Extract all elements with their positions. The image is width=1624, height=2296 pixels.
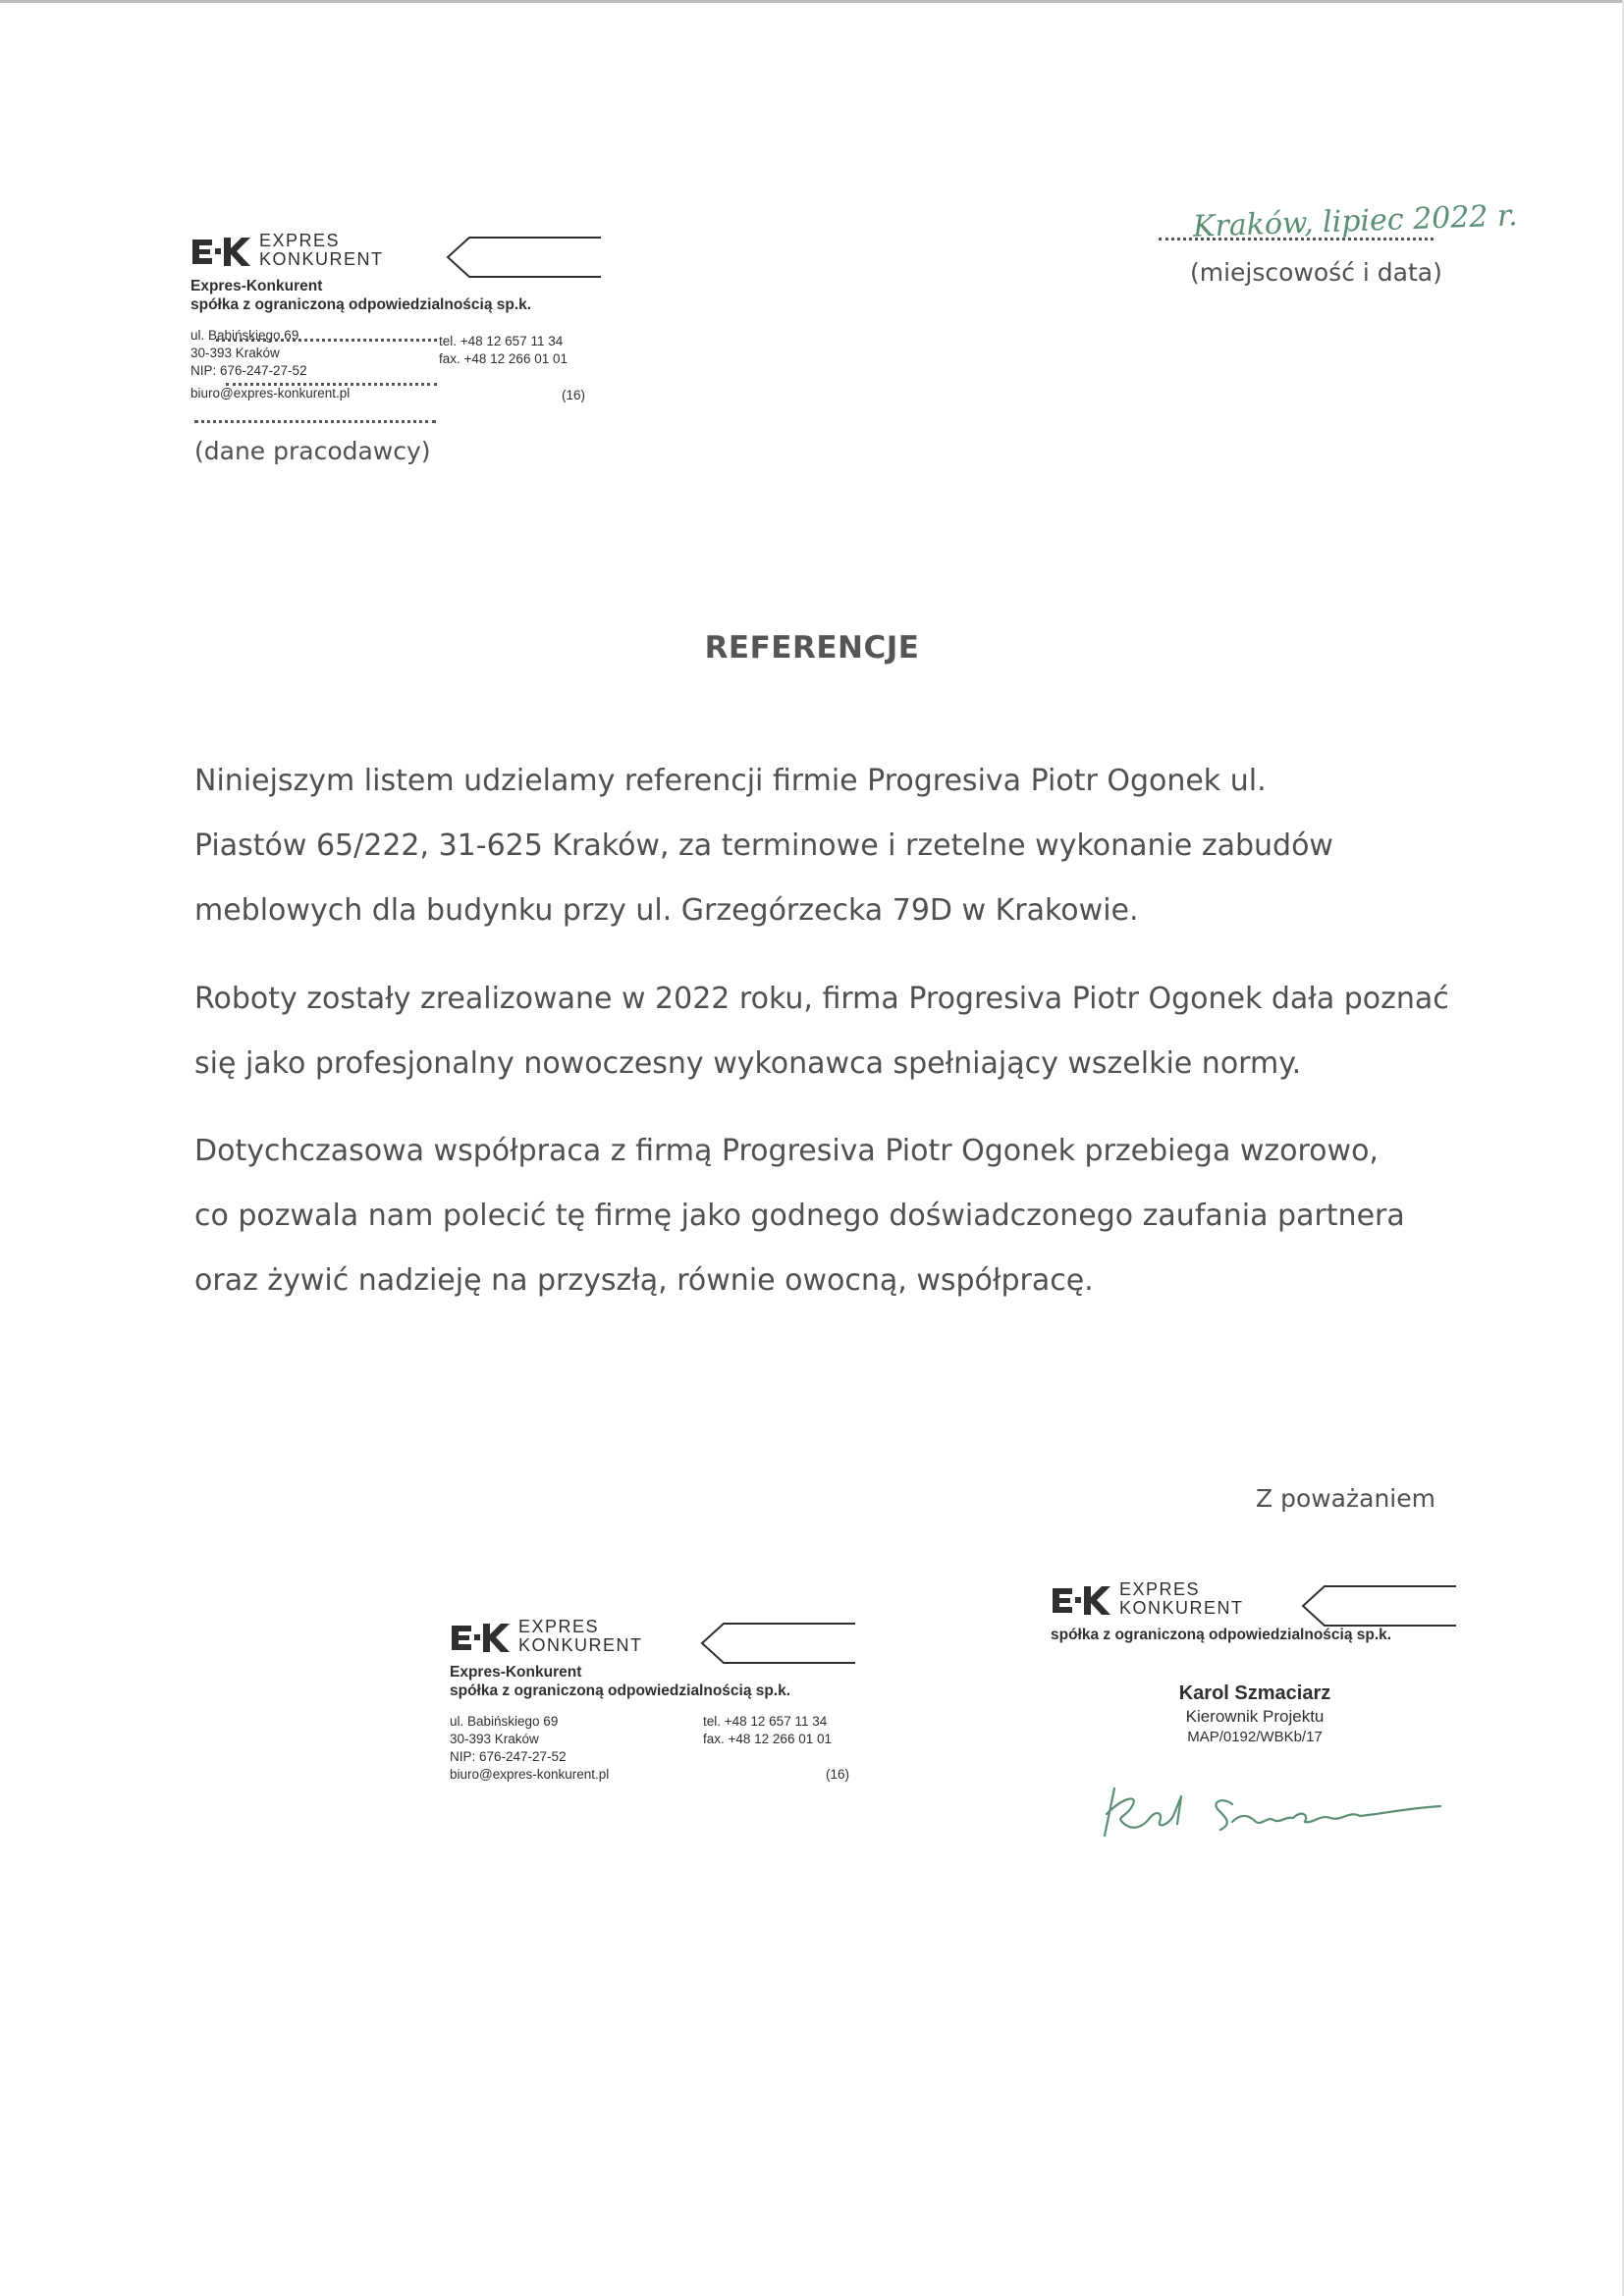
stamp-fax: fax. +48 12 266 01 01 [703,1732,832,1746]
stamp-brand [518,1618,643,1655]
stamp-company-form: spółka z ograniczoną odpowiedzialnością sp.k. [1051,1627,1392,1643]
body-paragraph-1 [194,749,1471,943]
body-line: Piastów 65/222, 31-625 Kraków, za terminowe i rzetelne wykonanie zabudów [194,828,1333,863]
body-line: Niniejszym listem udzielamy referencji firmie Progresiva Piotr Ogonek ul. [194,764,1267,798]
body-line: meblowych dla budynku przy ul. Grzegórzecka 79D w Krakowie. [194,893,1139,928]
stamp-city: 30-393 Kraków [190,346,280,360]
stamp-arrow-box [1301,1584,1458,1628]
signer-role: Kierownik Projektu [1185,1707,1325,1726]
signer-id: MAP/0192/WBKb/17 [1187,1729,1323,1745]
stamp-brand [1119,1580,1244,1618]
stamp-street: ul. Babińskiego 69 [190,328,299,343]
stamp-brand-line2: KONKURENT [1119,1598,1244,1618]
body-paragraph-2 [194,967,1471,1096]
employer-caption: (dane pracodawcy) [194,437,431,465]
signer-block [1108,1681,1402,1747]
body-line: oraz żywić nadzieję na przyszłą, równie owocną, współpracę. [194,1263,1094,1298]
stamp-brand [259,232,384,269]
stamp-email: biuro@expres-konkurent.pl [190,386,351,400]
stamp-company-name: Expres-Konkurent [190,278,323,294]
stamp-arrow-box [700,1622,857,1665]
closing-salutation: Z poważaniem [1256,1484,1435,1513]
signer-stamp [1051,1580,1473,1669]
ek-logo-icon [1051,1582,1111,1618]
body-line: Dotychczasowa współpraca z firmą Progresiva Piotr Ogonek przebiega wzorowo, [194,1134,1379,1168]
stamp-arrow-box [446,236,603,279]
stamp-company-form: spółka z ograniczoną odpowiedzialnością sp.k. [190,296,532,313]
stamp-company-name: Expres-Konkurent [450,1664,582,1681]
employer-stamp-top [190,232,613,418]
stamp-brand-line2: KONKURENT [259,249,384,269]
company-stamp-bottom [450,1618,872,1794]
stamp-email: biuro@expres-konkurent.pl [450,1767,610,1782]
stamp-brand-line1: EXPRES [259,231,341,250]
employer-dotted-line-1 [216,339,437,342]
handwritten-signature [1085,1767,1458,1855]
stamp-fax: fax. +48 12 266 01 01 [439,351,568,366]
ek-logo-icon [450,1620,511,1655]
signer-name: Karol Szmaciarz [1178,1682,1331,1704]
stamp-nip: NIP: 676-247-27-52 [190,363,307,378]
stamp-code: (16) [562,388,586,402]
place-date-handwritten: Kraków, lipiec 2022 r. [1192,198,1519,244]
body-line: co pozwala nam polecić tę firmę jako godnego doświadczonego zaufania partnera [194,1199,1405,1233]
stamp-logo-row [450,1618,862,1661]
body-line: Roboty zostały zrealizowane w 2022 roku, firma Progresiva Piotr Ogonek dała poznać [194,982,1449,1016]
stamp-logo-row [190,232,603,275]
employer-dotted-line-3 [194,420,436,423]
stamp-tel: tel. +48 12 657 11 34 [703,1714,828,1729]
stamp-brand-line2: KONKURENT [518,1635,643,1655]
stamp-code: (16) [826,1767,850,1782]
body-line: się jako profesjonalny nowoczesny wykonawca spełniający wszelkie normy. [194,1046,1302,1081]
stamp-nip: NIP: 676-247-27-52 [450,1749,567,1764]
ek-logo-icon [190,234,251,269]
scan-top-edge [0,0,1624,3]
stamp-brand-line1: EXPRES [1119,1579,1201,1599]
place-date-dotted-line [1159,238,1434,240]
stamp-tel: tel. +48 12 657 11 34 [439,334,564,348]
stamp-company-form: spółka z ograniczoną odpowiedzialnością sp.k. [450,1682,791,1699]
body-paragraph-3 [194,1119,1471,1313]
stamp-city: 30-393 Kraków [450,1732,539,1746]
document-title: REFERENCJE [704,630,920,666]
stamp-street: ul. Babińskiego 69 [450,1714,559,1729]
stamp-brand-line1: EXPRES [518,1617,600,1636]
employer-dotted-line-2 [226,383,437,386]
stamp-logo-row [1051,1580,1463,1624]
place-date-caption: (miejscowość i data) [1190,258,1442,287]
